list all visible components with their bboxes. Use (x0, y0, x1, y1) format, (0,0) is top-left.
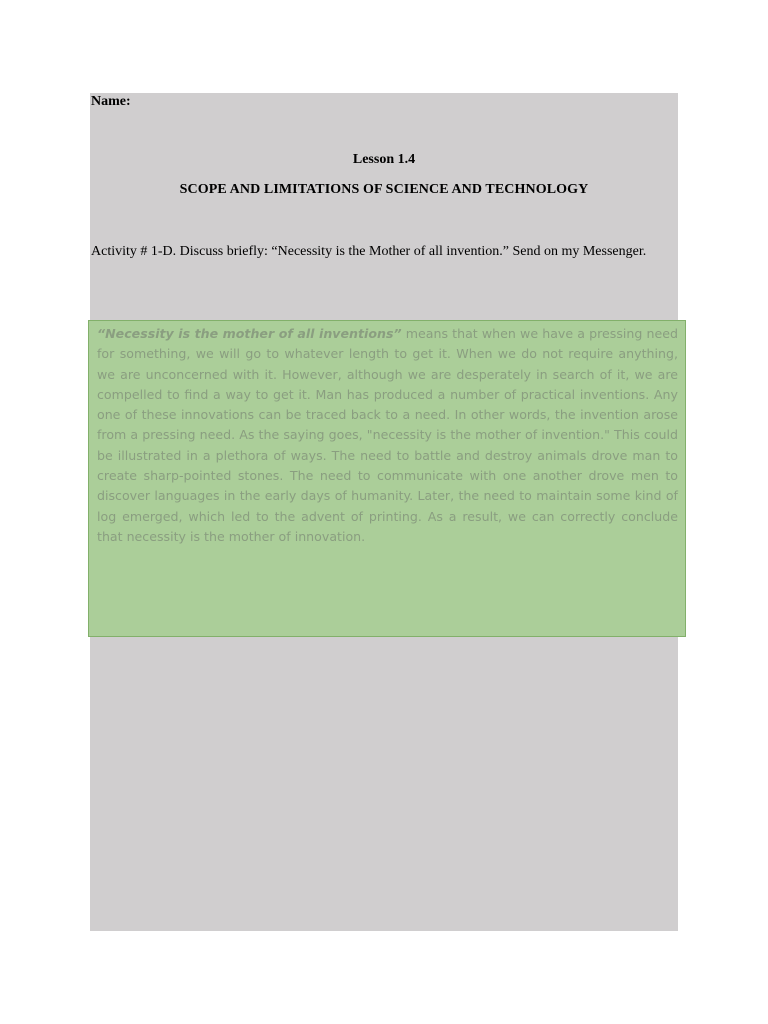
activity-instructions: Activity # 1-D. Discuss briefly: “Necessity is the Mother of all invention.” Send on my Messenger. (91, 244, 647, 259)
name-label: Name: (91, 94, 131, 109)
answer-body: means that when we have a pressing need for something, we will go to whatever length to get it. When we do not require anything, we are unconcerned with it. However, although we are desperately in search of it, we are compelled to find a way to get it. Man has produced a number of practical inventions. Any one of these innovations can be traced back to a need. In other words, the invention arose from a pressing need. As the saying goes, "necessity is the mother of invention." This could be illustrated in a plethora of ways. The need to battle and destroy animals drove man to create sharp-pointed stones. The need to communicate with one another drove men to discover languages in the early days of humanity. Later, the need to maintain some kind of log emerged, which led to the advent of printing. As a result, we can correctly conclude that necessity is the mother of innovation. (97, 326, 678, 544)
answer-quote: “Necessity is the mother of all inventions” (97, 326, 402, 341)
answer-paragraph (97, 324, 678, 547)
document-title: SCOPE AND LIMITATIONS OF SCIENCE AND TECHNOLOGY (179, 182, 589, 197)
lesson-number: Lesson 1.4 (352, 152, 416, 167)
